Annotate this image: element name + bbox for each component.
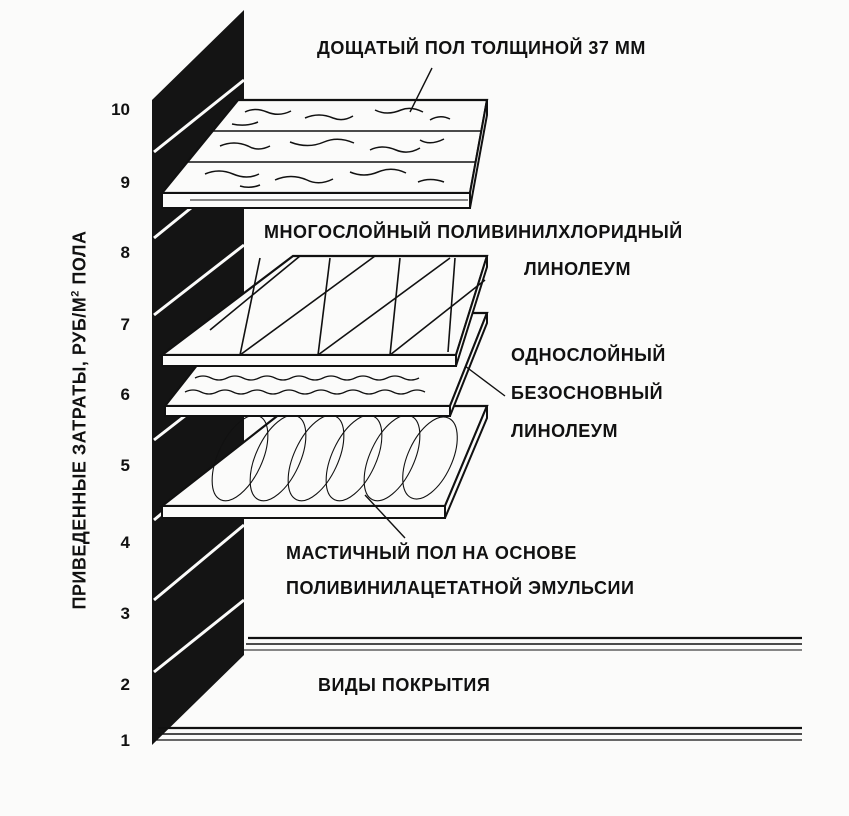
plank-floor-label: ДОЩАТЫЙ ПОЛ ТОЛЩИНОЙ 37 ММ [317,38,646,58]
y-tick-6: 6 [120,385,130,404]
mastic-floor-label-line2: ПОЛИВИНИЛАЦЕТАТНОЙ ЭМУЛЬСИИ [286,578,635,598]
y-axis-label-superscript: 2 [69,290,82,297]
y-tick-9: 9 [120,173,130,192]
multilayer-linoleum-label-line2: ЛИНОЛЕУМ [524,259,631,279]
base-lines-upper [244,638,802,650]
single-layer-linoleum-label-line1: ОДНОСЛОЙНЫЙ [511,345,666,365]
single-layer-linoleum-label-line2: БЕЗОСНОВНЫЙ [511,383,664,403]
y-tick-2: 2 [120,675,130,694]
y-tick-8: 8 [120,243,130,262]
base-lines-lower [154,728,802,740]
y-axis-label-suffix: ПОЛА [69,230,90,291]
y-tick-4: 4 [120,533,130,552]
y-tick-5: 5 [120,456,130,475]
y-axis-label [70,230,91,609]
multilayer-linoleum-label-line1: МНОГОСЛОЙНЫЙ ПОЛИВИНИЛХЛОРИДНЫЙ [264,222,683,242]
y-axis-label-text: ПРИВЕДЕННЫЕ ЗАТРАТЫ, РУБ/М [69,296,90,610]
y-tick-10: 10 [111,100,130,119]
coverage-types-label: ВИДЫ ПОКРЫТИЯ [318,675,491,695]
y-tick-7: 7 [120,315,130,334]
y-tick-3: 3 [120,604,130,623]
single-layer-linoleum-label-line3: ЛИНОЛЕУМ [511,421,618,441]
y-tick-1: 1 [120,731,130,750]
mastic-floor-label-line1: МАСТИЧНЫЙ ПОЛ НА ОСНОВЕ [286,543,577,563]
